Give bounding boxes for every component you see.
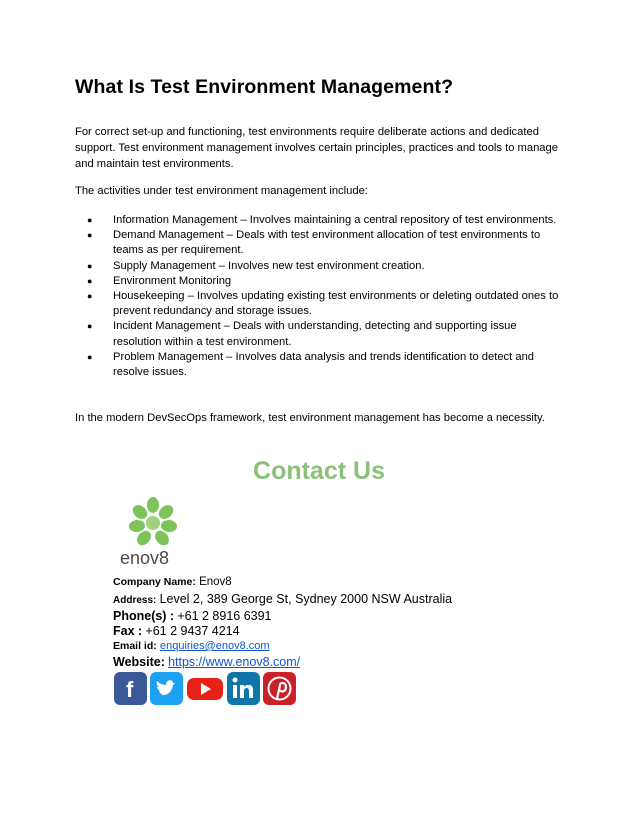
email-link[interactable]: enquiries@enov8.com	[159, 640, 270, 652]
fax-line	[113, 624, 240, 638]
website-line	[113, 655, 300, 669]
website-link[interactable]: https://www.enov8.com/	[168, 655, 301, 669]
list-item: ● Environment Monitoring	[75, 274, 565, 289]
contact-title: Contact Us	[253, 457, 385, 485]
bullet-icon: ●	[87, 321, 93, 332]
enov8-logo	[118, 495, 188, 567]
closing-paragraph: In the modern DevSecOps framework, test environment management has become a necessity.	[75, 412, 545, 424]
list-item: ● Problem Management – Involves data analysis and trends identification to detect and resolve issues.	[87, 350, 535, 379]
bullet-icon: ●	[87, 230, 93, 241]
list-item: ● Demand Management – Deals with test environment allocation of test environments to teams as per requirement.	[87, 229, 541, 257]
phone-value: +61 2 8916 6391	[177, 609, 272, 623]
svg-text:f: f	[126, 677, 134, 702]
company-label: Company Name:	[113, 576, 196, 588]
company-line	[113, 576, 232, 588]
list-item: ● Supply Management – Involves new test environment creation.	[75, 259, 565, 274]
youtube-icon[interactable]	[186, 672, 224, 705]
logo-wordmark: enov8	[120, 548, 170, 567]
address-label: Address:	[113, 595, 157, 606]
social-links	[114, 672, 296, 705]
website-label: Website:	[113, 655, 165, 669]
bullet-icon: ●	[87, 291, 93, 302]
email-label: Email id:	[113, 640, 157, 652]
twitter-icon[interactable]	[150, 672, 183, 705]
bullet-icon: ●	[87, 275, 93, 286]
bullet-icon: ●	[87, 215, 93, 225]
facebook-icon[interactable]	[114, 672, 147, 705]
fax-value: +61 2 9437 4214	[145, 624, 240, 638]
activities-intro: The activities under test environment management include:	[75, 185, 368, 197]
phone-label: Phone(s) :	[113, 609, 175, 623]
page-title: What Is Test Environment Management?	[75, 76, 454, 98]
list-item: ● Housekeeping – Involves updating existing test environments or deleting outdated ones to prevent redundancy and storage issues.	[87, 290, 559, 318]
linkedin-icon[interactable]	[227, 672, 260, 705]
activities-list	[75, 213, 565, 380]
pinterest-icon[interactable]	[263, 672, 296, 705]
fax-label: Fax :	[113, 624, 143, 638]
address-value: Level 2, 389 George St, Sydney 2000 NSW Australia	[159, 592, 453, 606]
email-line	[113, 640, 270, 652]
bullet-icon: ●	[87, 351, 93, 362]
intro-paragraph: For correct set-up and functioning, test environments require deliberate actions and dedicated support. Test environment management involves certain principles, practices and tools to manage and maintain test environments.	[75, 126, 558, 170]
list-item: ● Information Management – Involves maintaining a central repository of test environments.	[75, 213, 565, 228]
company-value: Enov8	[199, 576, 232, 588]
bullet-icon: ●	[87, 260, 93, 271]
list-item: ● Incident Management – Deals with understanding, detecting and supporting issue resolution within a test environment.	[87, 320, 517, 348]
phone-line	[113, 609, 272, 623]
address-line	[113, 592, 452, 606]
